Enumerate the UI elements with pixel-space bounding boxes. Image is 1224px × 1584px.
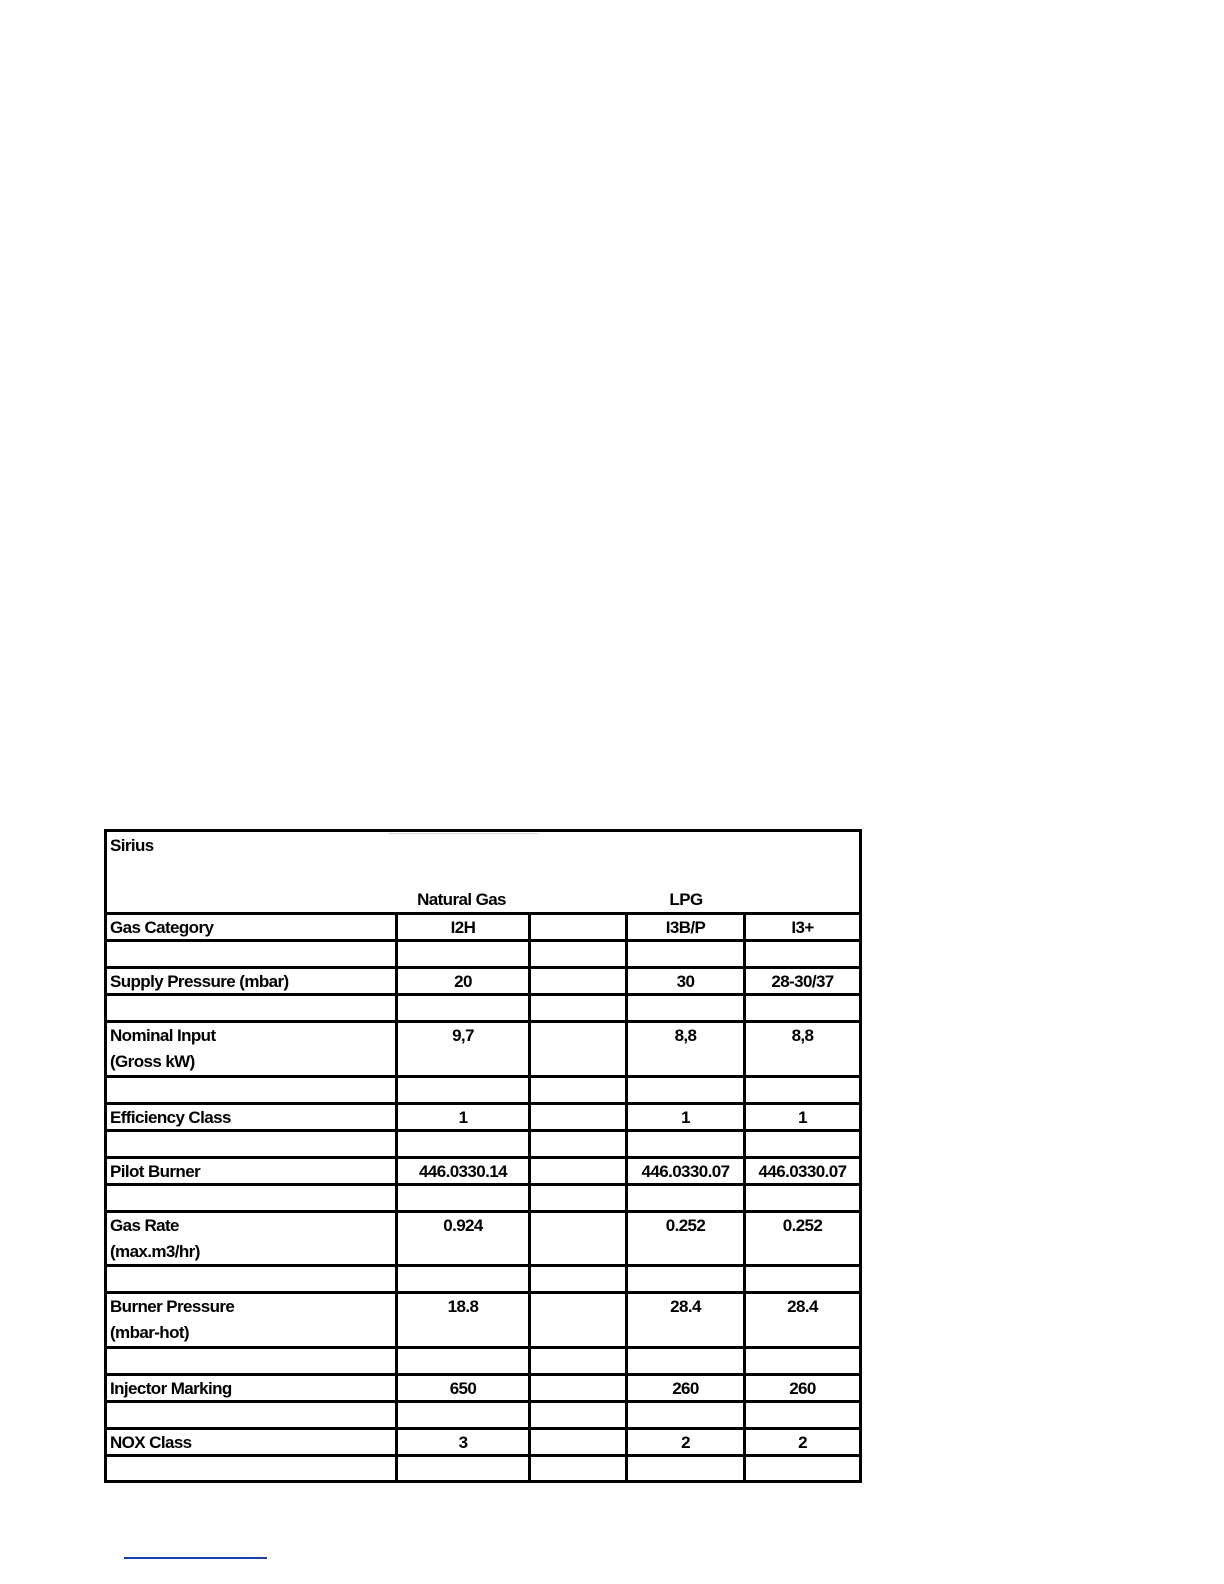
cell-ng: 3	[458, 1433, 468, 1452]
row-label-gas-rate	[110, 1213, 200, 1265]
cell-lpg-2: 2	[798, 1433, 807, 1452]
row-divider	[107, 1454, 859, 1457]
row-divider	[107, 993, 859, 996]
row-divider	[107, 1264, 859, 1267]
cell-lpg-2: I3+	[791, 918, 814, 937]
cell-lpg-1: 1	[681, 1108, 690, 1127]
cell-lpg-2: 260	[789, 1379, 816, 1398]
row-label-efficiency-class: Efficiency Class	[110, 1108, 231, 1127]
gas-spec-table	[104, 829, 862, 1483]
cell-lpg-2: 446.0330.07	[758, 1162, 847, 1181]
row-label-pilot-burner: Pilot Burner	[110, 1162, 201, 1181]
label-line-1: Gas Rate	[110, 1216, 179, 1235]
cell-ng: 18.8	[447, 1297, 479, 1316]
cell-lpg-1: 260	[672, 1379, 699, 1398]
row-divider	[107, 1346, 859, 1349]
row-divider	[107, 939, 859, 942]
header-natural-gas: Natural Gas	[417, 890, 506, 909]
cell-lpg-1: 446.0330.07	[641, 1162, 730, 1181]
cell-lpg-2: 28.4	[787, 1297, 818, 1316]
cell-ng: 1	[458, 1108, 468, 1127]
header-lpg: LPG	[669, 890, 703, 909]
row-label-nox-class: NOX Class	[110, 1433, 192, 1452]
cell-lpg-1: I3B/P	[665, 918, 706, 937]
cell-ng: 20	[454, 972, 472, 991]
label-line-2: (max.m3/hr)	[110, 1242, 200, 1261]
row-label-injector-marking: Injector Marking	[110, 1379, 232, 1398]
row-divider	[107, 1183, 859, 1186]
cell-ng: 446.0330.14	[419, 1162, 507, 1181]
cell-lpg-1: 0.252	[665, 1216, 706, 1235]
row-divider	[107, 1075, 859, 1078]
cell-lpg-1: 30	[676, 972, 695, 991]
cell-ng: 0.924	[443, 1216, 483, 1235]
footnote-separator	[124, 1557, 267, 1559]
row-label-gas-category: Gas Category	[110, 918, 214, 937]
cell-lpg-1: 8,8	[674, 1026, 697, 1045]
label-line-2: (Gross kW)	[110, 1052, 195, 1071]
label-line-1: Nominal Input	[110, 1026, 216, 1045]
cell-lpg-1: 2	[681, 1433, 690, 1452]
row-label-supply-pressure: Supply Pressure (mbar)	[110, 972, 289, 991]
cell-ng: 9,7	[452, 1026, 474, 1045]
table-title: Sirius	[110, 836, 154, 855]
cell-lpg-2: 0.252	[782, 1216, 823, 1235]
cell-ng: I2H	[450, 918, 476, 937]
row-divider	[107, 1400, 859, 1403]
cell-ng: 650	[449, 1379, 477, 1398]
cell-lpg-2: 1	[798, 1108, 807, 1127]
row-label-nominal-input	[110, 1023, 216, 1075]
row-label-burner-pressure	[110, 1294, 234, 1346]
cell-lpg-2: 28-30/37	[771, 972, 834, 991]
label-line-1: Burner Pressure	[110, 1297, 235, 1316]
label-line-2: (mbar-hot)	[110, 1323, 189, 1342]
row-divider	[107, 1129, 859, 1132]
column-divider	[528, 912, 531, 1480]
cell-lpg-1: 28.4	[670, 1297, 701, 1316]
cell-lpg-2: 8,8	[791, 1026, 814, 1045]
